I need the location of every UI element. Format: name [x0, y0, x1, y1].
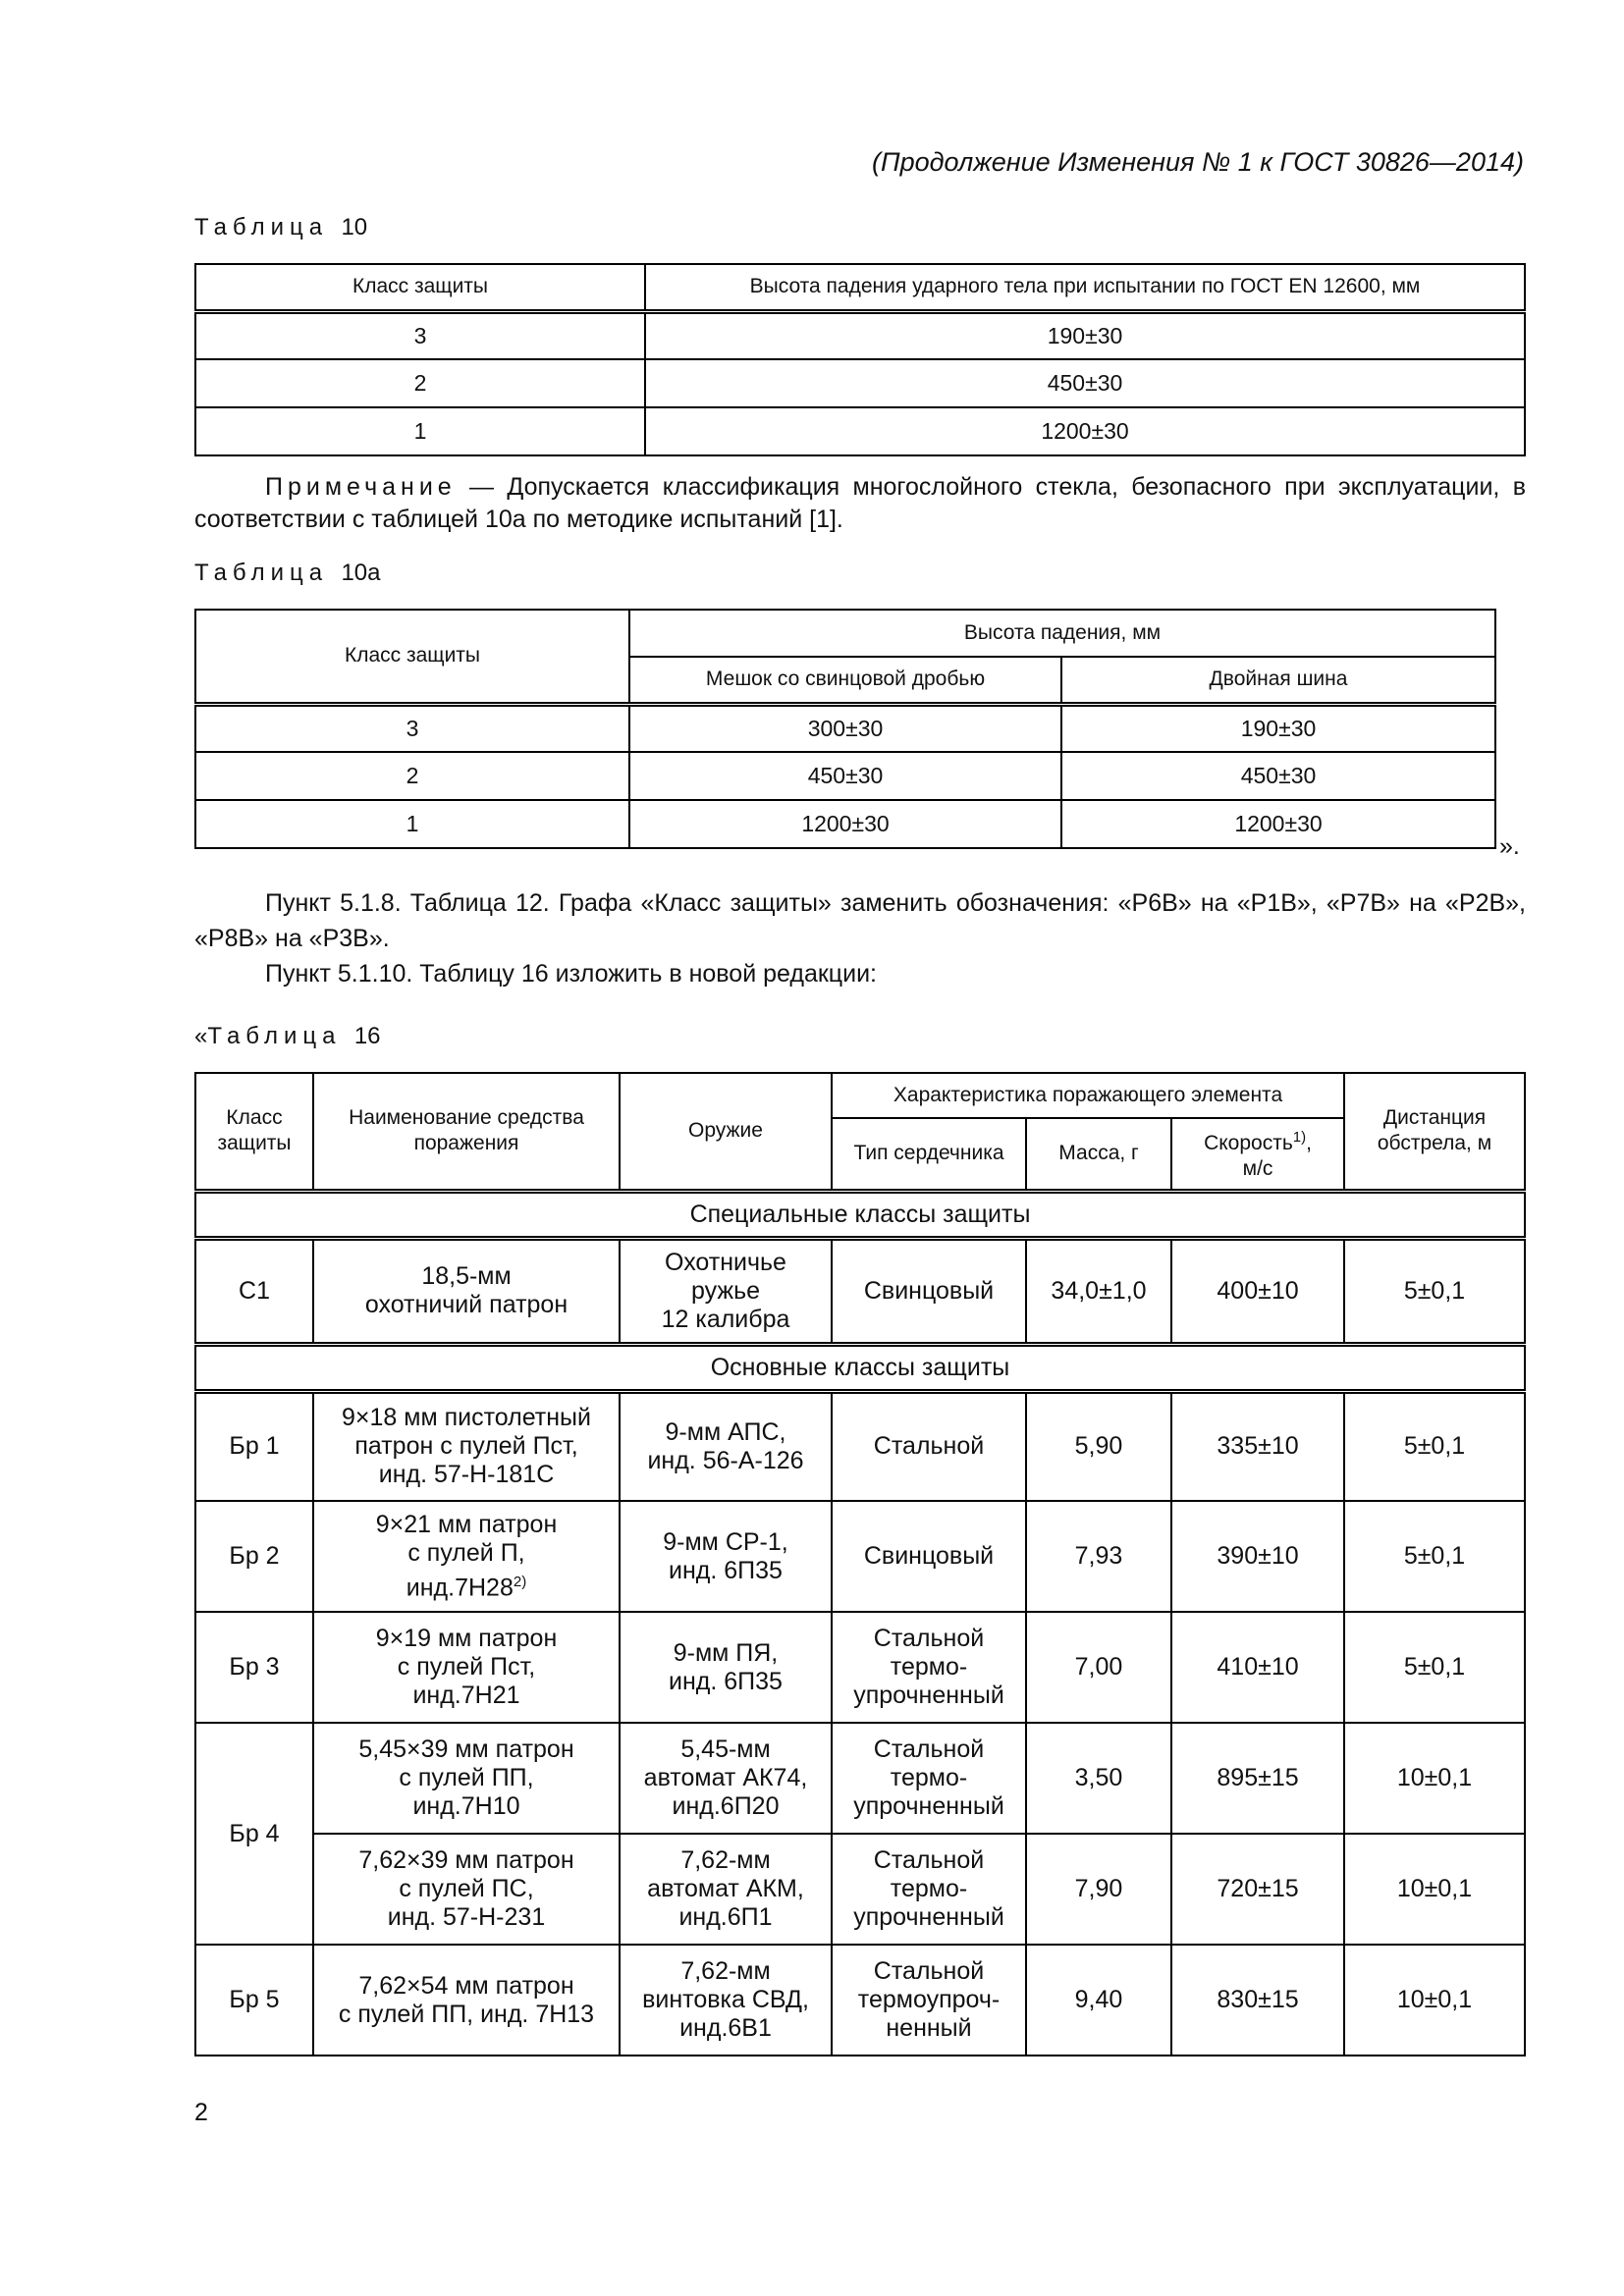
header-tire: Двойная шина	[1061, 657, 1495, 704]
note-text: — Допускается классификация многослойного стекла, безопасного при эксплуатации, в соответствии с таблицей 10а по методике испытаний [1].	[194, 473, 1526, 533]
cell-speed: 400±10	[1171, 1238, 1344, 1344]
cell-class: Бр 1	[195, 1391, 313, 1501]
footnote-mark: 1)	[1292, 1129, 1307, 1147]
cell-distance: 10±0,1	[1344, 1834, 1525, 1945]
table-row	[195, 1238, 1525, 1344]
cell-class: Бр 2	[195, 1501, 313, 1612]
caption-number: 10	[341, 214, 368, 240]
cell-core: Свинцовый	[832, 1501, 1026, 1612]
cell-class: Бр 4	[195, 1723, 313, 1945]
cell-class: С1	[195, 1238, 313, 1344]
table-row	[195, 752, 1495, 800]
cell: 300±30	[629, 704, 1061, 752]
cell: 1200±30	[629, 800, 1061, 848]
cell-weapon: 7,62-мм винтовка СВД, инд.6В1	[620, 1945, 832, 2056]
section-special: Специальные классы защиты	[195, 1191, 1525, 1238]
cell-mass: 5,90	[1026, 1391, 1171, 1501]
header-group: Характеристика поражающего элемента	[832, 1073, 1344, 1118]
cell: 450±30	[629, 752, 1061, 800]
cell: 1200±30	[1061, 800, 1495, 848]
header-speed: Скорость$^{1)}$, м/с	[1171, 1118, 1344, 1191]
cell-core: Свинцовый	[832, 1238, 1026, 1344]
cell-means: 9×21 мм патрон с пулей П, инд.7Н28$^{2)}$	[313, 1501, 620, 1612]
header-means: Наименование средства поражения	[313, 1073, 620, 1191]
cell-means: 9×19 мм патрон с пулей Пст, инд.7Н21	[313, 1612, 620, 1723]
header-speed-label: Скорость	[1204, 1132, 1293, 1155]
table-row	[195, 704, 1495, 752]
cell: 2	[195, 359, 645, 407]
cell-speed: 410±10	[1171, 1612, 1344, 1723]
caption-word: Таблица	[194, 214, 329, 240]
cell-distance: 5±0,1	[1344, 1391, 1525, 1501]
cell-weapon: 9-мм СР-1, инд. 6П35	[620, 1501, 832, 1612]
note-label: Примечание	[265, 473, 457, 501]
footnote-mark: 2)	[513, 1573, 527, 1590]
cell: 3	[195, 311, 645, 359]
cell-means: 7,62×39 мм патрон с пулей ПС, инд. 57-Н-231	[313, 1834, 620, 1945]
cell-mass: 9,40	[1026, 1945, 1171, 2056]
section-basic: Основные классы защиты	[195, 1344, 1525, 1391]
table-16	[194, 1072, 1526, 2056]
cell-mass: 7,90	[1026, 1834, 1171, 1945]
table-16-caption	[194, 1023, 381, 1050]
cell-speed: 895±15	[1171, 1723, 1344, 1834]
cell: 1	[195, 407, 645, 455]
cell-core: Стальной термоупроч- ненный	[832, 1945, 1026, 2056]
table-row	[195, 800, 1495, 848]
cell-weapon: 5,45-мм автомат АК74, инд.6П20	[620, 1723, 832, 1834]
paragraph-5-1-10: Пункт 5.1.10. Таблицу 16 изложить в новой редакции:	[265, 960, 877, 988]
cell-speed: 390±10	[1171, 1501, 1344, 1612]
header-class: Класс защиты	[195, 610, 629, 704]
cell-mass: 34,0±1,0	[1026, 1238, 1171, 1344]
cell: 2	[195, 752, 629, 800]
cell-means: 5,45×39 мм патрон с пулей ПП, инд.7Н10	[313, 1723, 620, 1834]
caption-word: Таблица	[207, 1023, 342, 1049]
table-10-caption	[194, 214, 367, 241]
caption-word: Таблица	[194, 560, 329, 586]
cell-speed: 830±15	[1171, 1945, 1344, 2056]
table-row	[195, 407, 1525, 455]
cell-weapon: Охотничье ружье 12 калибра	[620, 1238, 832, 1344]
cell-means: 9×18 мм пистолетный патрон с пулей Пст, инд. 57-Н-181С	[313, 1391, 620, 1501]
table-10a-caption	[194, 560, 381, 587]
cell: 190±30	[1061, 704, 1495, 752]
cell-distance: 5±0,1	[1344, 1238, 1525, 1344]
cell-weapon: 9-мм ПЯ, инд. 6П35	[620, 1612, 832, 1723]
table-row	[195, 359, 1525, 407]
header-speed-unit: м/с	[1242, 1157, 1273, 1181]
cell: 190±30	[645, 311, 1525, 359]
table-row	[195, 1834, 1525, 1945]
cell-mass: 7,00	[1026, 1612, 1171, 1723]
table-row	[195, 1501, 1525, 1612]
table-10a	[194, 609, 1496, 849]
cell-core: Стальной термо- упрочненный	[832, 1723, 1026, 1834]
header-height: Высота падения ударного тела при испытании по ГОСТ EN 12600, мм	[645, 264, 1525, 311]
table-row	[195, 1723, 1525, 1834]
table-row	[195, 1612, 1525, 1723]
caption-number: 16	[353, 1023, 381, 1049]
cell-distance: 5±0,1	[1344, 1501, 1525, 1612]
header-core: Тип сердечника	[832, 1118, 1026, 1191]
cell-weapon: 9-мм АПС, инд. 56-А-126	[620, 1391, 832, 1501]
cell-core: Стальной термо- упрочненный	[832, 1834, 1026, 1945]
table-row	[195, 311, 1525, 359]
cell-core: Стальной термо- упрочненный	[832, 1612, 1026, 1723]
cell-means: 18,5-мм охотничий патрон	[313, 1238, 620, 1344]
cell-means: 7,62×54 мм патрон с пулей ПП, инд. 7Н13	[313, 1945, 620, 2056]
closing-quote: ».	[1499, 832, 1520, 860]
table-row	[195, 1391, 1525, 1501]
page-header: (Продолжение Изменения № 1 к ГОСТ 30826—2014)	[872, 147, 1524, 177]
note	[194, 471, 1526, 536]
cell-core: Стальной	[832, 1391, 1026, 1501]
cell: 1200±30	[645, 407, 1525, 455]
header-mass: Масса, г	[1026, 1118, 1171, 1191]
caption-number: 10а	[341, 560, 381, 586]
header-weapon: Оружие	[620, 1073, 832, 1191]
cell-distance: 5±0,1	[1344, 1612, 1525, 1723]
cell: 1	[195, 800, 629, 848]
cell-speed: 720±15	[1171, 1834, 1344, 1945]
cell-class: Бр 3	[195, 1612, 313, 1723]
cell: 450±30	[645, 359, 1525, 407]
header-class: Класс защиты	[195, 1073, 313, 1191]
cell-speed: 335±10	[1171, 1391, 1344, 1501]
header-group: Высота падения, мм	[629, 610, 1495, 657]
section-row	[195, 1344, 1525, 1391]
table-row	[195, 1945, 1525, 2056]
cell-distance: 10±0,1	[1344, 1945, 1525, 2056]
header-class: Класс защиты	[195, 264, 645, 311]
paragraph-5-1-8: Пункт 5.1.8. Таблица 12. Графа «Класс защиты» заменить обозначения: «P6B» на «P1B», «P7B» на «P2B», «P8B» на «P3B».	[194, 889, 1526, 952]
table-10	[194, 263, 1526, 456]
header-bag: Мешок со свинцовой дробью	[629, 657, 1061, 704]
cell-weapon: 7,62-мм автомат АКМ, инд.6П1	[620, 1834, 832, 1945]
cell-mass: 7,93	[1026, 1501, 1171, 1612]
cell-mass: 3,50	[1026, 1723, 1171, 1834]
cell: 3	[195, 704, 629, 752]
cell: 450±30	[1061, 752, 1495, 800]
header-distance: Дистанция обстрела, м	[1344, 1073, 1525, 1191]
section-row	[195, 1191, 1525, 1238]
cell-distance: 10±0,1	[1344, 1723, 1525, 1834]
page-number: 2	[194, 2099, 208, 2126]
cell-class: Бр 5	[195, 1945, 313, 2056]
caption-prefix: «	[194, 1023, 208, 1049]
